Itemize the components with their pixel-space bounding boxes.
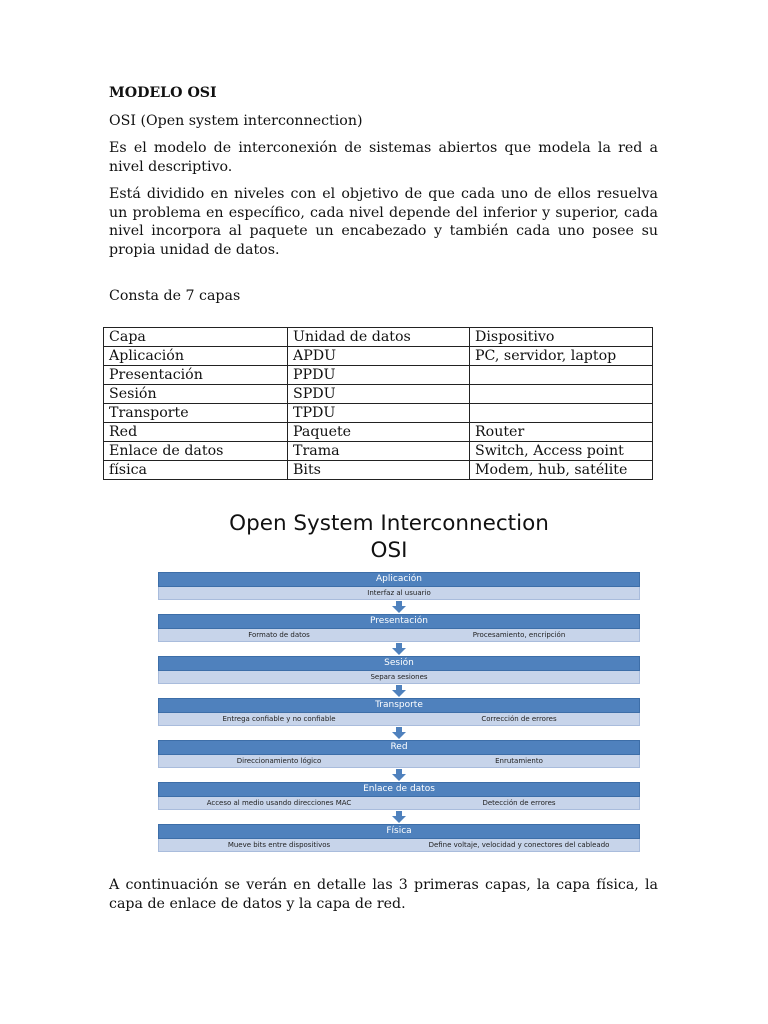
table-cell: PPDU: [288, 366, 470, 385]
table-cell: Router: [470, 423, 653, 442]
table-cell: Modem, hub, satélite: [470, 461, 653, 480]
table-row: [104, 347, 653, 366]
diagram-title-line2: OSI: [370, 538, 408, 563]
layer-function-text: Detección de errores: [482, 799, 556, 807]
osi-layers-table: [103, 327, 653, 480]
down-arrow-icon: [158, 642, 640, 656]
layer-function-text: Enrutamiento: [495, 757, 543, 765]
layer-name: Red: [158, 740, 640, 755]
diagram-title-line1: Open System Interconnection: [229, 511, 549, 536]
diagram-layer: [158, 656, 640, 684]
diagram-layer: [158, 698, 640, 726]
layer-name: Sesión: [158, 656, 640, 671]
table-cell: [470, 385, 653, 404]
table-cell: Enlace de datos: [104, 442, 288, 461]
table-cell: Aplicación: [104, 347, 288, 366]
table-cell: PC, servidor, laptop: [470, 347, 653, 366]
table-row: [104, 385, 653, 404]
table-cell: APDU: [288, 347, 470, 366]
table-cell: Red: [104, 423, 288, 442]
layer-name: Física: [158, 824, 640, 839]
layer-name: Transporte: [158, 698, 640, 713]
layer-functions: [158, 797, 640, 810]
diagram-layers: [158, 572, 640, 852]
table-header-cell: Capa: [104, 328, 288, 347]
table-cell: física: [104, 461, 288, 480]
layer-function-text: Mueve bits entre dispositivos: [227, 841, 331, 849]
table-cell: [470, 404, 653, 423]
table-cell: Switch, Access point: [470, 442, 653, 461]
table-header-cell: Dispositivo: [470, 328, 653, 347]
table-row: [104, 423, 653, 442]
diagram-layer: [158, 572, 640, 600]
diagram-layer: [158, 614, 640, 642]
layer-name: Aplicación: [158, 572, 640, 587]
layer-function-text: Direccionamiento lógico: [236, 757, 322, 765]
table-cell: [470, 366, 653, 385]
layer-functions: [158, 713, 640, 726]
layer-name: Enlace de datos: [158, 782, 640, 797]
document-title: MODELO OSI: [109, 85, 217, 101]
table-cell: SPDU: [288, 385, 470, 404]
layer-name: Presentación: [158, 614, 640, 629]
diagram-layer: [158, 740, 640, 768]
layer-functions: [158, 671, 640, 684]
osi-diagram: [158, 510, 640, 852]
table-cell: Paquete: [288, 423, 470, 442]
layer-function-text: Separa sesiones: [370, 673, 428, 681]
table-row: [104, 366, 653, 385]
paragraph-definition: Es el modelo de interconexión de sistemas abiertos que modela la red a nivel descriptivo.: [109, 140, 658, 175]
layer-function-text: Interfaz al usuario: [367, 589, 431, 597]
down-arrow-icon: [158, 768, 640, 782]
layer-function-text: Acceso al medio usando direcciones MAC: [206, 799, 352, 807]
layer-functions: [158, 587, 640, 600]
paragraph-levels: Está dividido en niveles con el objetivo de que cada uno de ellos resuelva un problema en específico, cada nivel depende del inferior y superior, cada nivel incorpora al paquete un encabezado y también cada uno posee su propia unidad de datos.: [109, 186, 658, 258]
table-cell: Transporte: [104, 404, 288, 423]
table-row: [104, 442, 653, 461]
document-body: [109, 84, 658, 309]
layer-function-text: Entrega confiable y no confiable: [222, 715, 336, 723]
footer-paragraph: A continuación se verán en detalle las 3 primeras capas, la capa física, la capa de enlace de datos y la capa de red.: [109, 877, 658, 912]
table-cell: Presentación: [104, 366, 288, 385]
layer-function-text: Procesamiento, encripción: [472, 631, 566, 639]
table-row: [104, 404, 653, 423]
layer-functions: [158, 839, 640, 852]
table-cell: Sesión: [104, 385, 288, 404]
diagram-layer: [158, 782, 640, 810]
table-header-cell: Unidad de datos: [288, 328, 470, 347]
down-arrow-icon: [158, 684, 640, 698]
table-cell: Bits: [288, 461, 470, 480]
table-cell: Trama: [288, 442, 470, 461]
layer-function-text: Corrección de errores: [481, 715, 557, 723]
table-header-row: [104, 328, 653, 347]
paragraph-osi-name: OSI (Open system interconnection): [109, 112, 363, 129]
table-row: [104, 461, 653, 480]
layer-functions: [158, 755, 640, 768]
diagram-layer: [158, 824, 640, 852]
layers-count-text: Consta de 7 capas: [109, 288, 241, 304]
layer-function-text: Define voltaje, velocidad y conectores del cableado: [428, 841, 610, 849]
layer-function-text: Formato de datos: [248, 631, 310, 639]
layer-functions: [158, 629, 640, 642]
down-arrow-icon: [158, 600, 640, 614]
table-cell: TPDU: [288, 404, 470, 423]
down-arrow-icon: [158, 810, 640, 824]
down-arrow-icon: [158, 726, 640, 740]
